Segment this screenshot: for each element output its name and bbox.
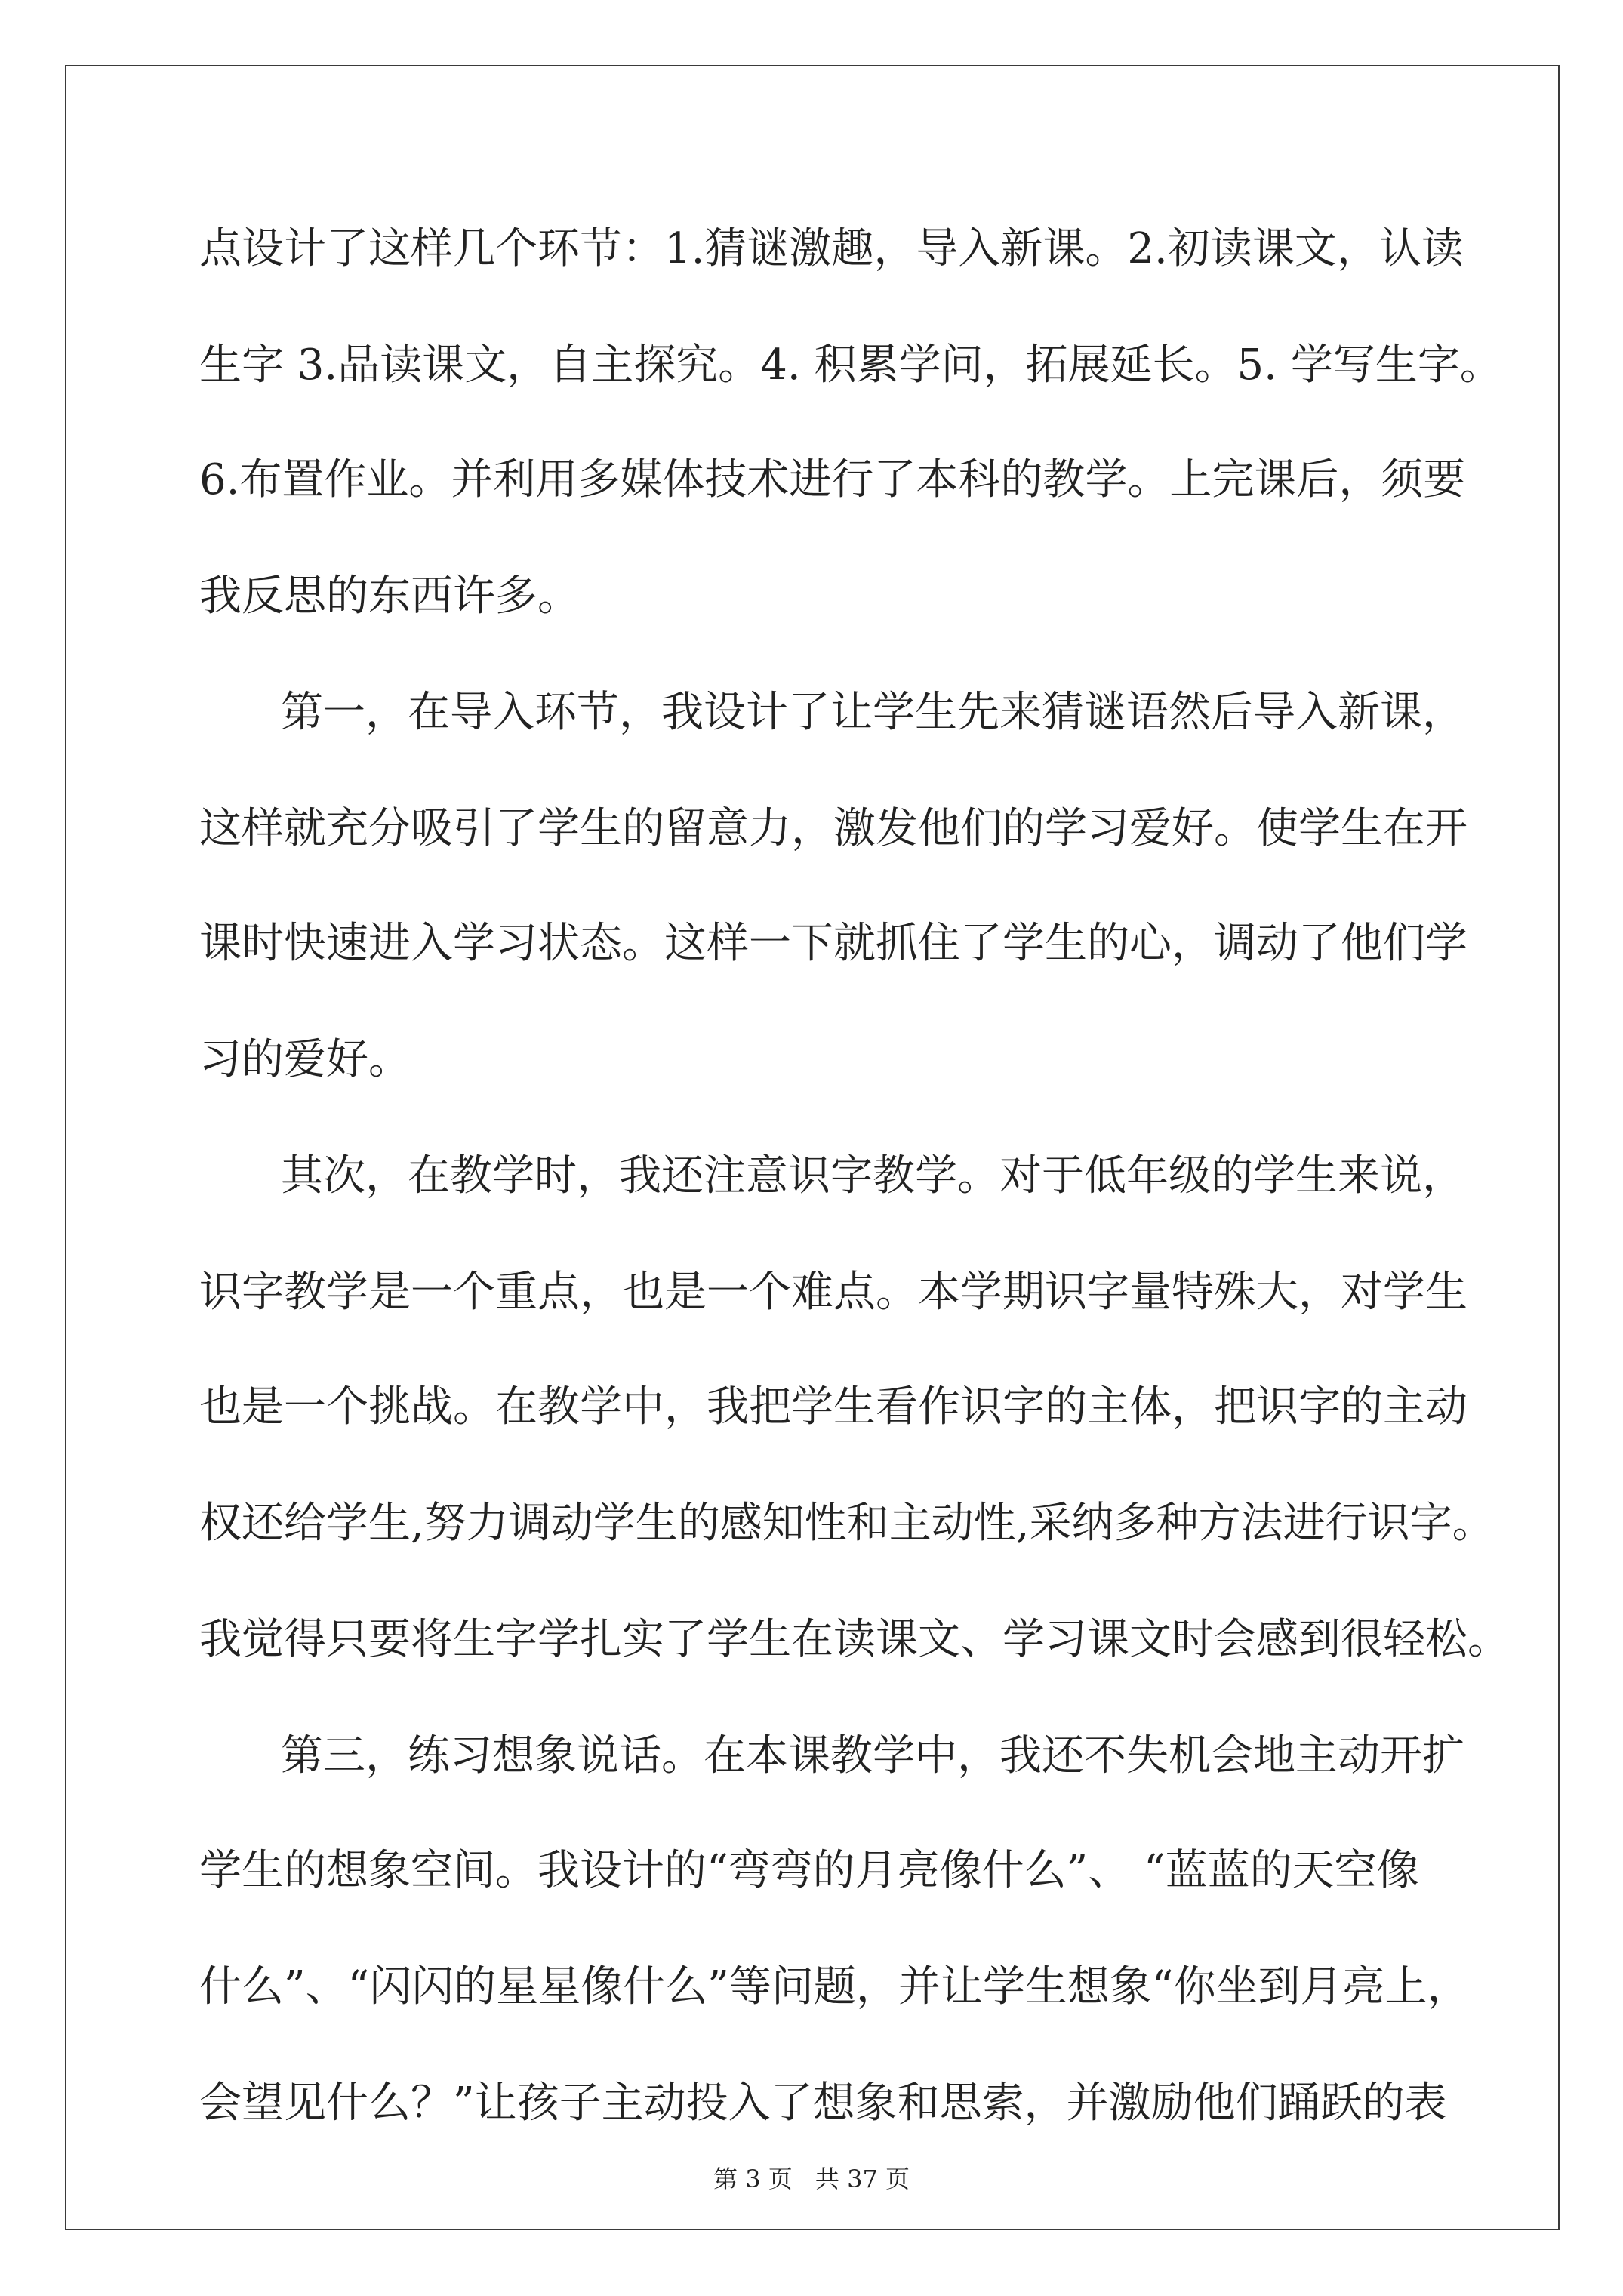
text-line: 这样就充分吸引了学生的留意力，激发他们的学习爱好。使学生在开 [199, 804, 1467, 853]
text-line: 课时快速进入学习状态。这样一下就抓住了学生的心，调动了他们学 [199, 919, 1467, 968]
paragraph-start-line: 第三，练习想象说话。在本课教学中，我还不失机会地主动开扩 [281, 1731, 1464, 1780]
text-line: 6.布置作业。并利用多媒体技术进行了本科的教学。上完课后，须要 [199, 455, 1466, 504]
text-line: 生字 3.品读课文，自主探究。4. 积累学问，拓展延长。5. 学写生字。 [199, 341, 1502, 390]
text-line: 会望见什么？”让孩子主动投入了想象和思索，并激励他们踊跃的表 [199, 2079, 1447, 2128]
paragraph-start-line: 其次，在教学时，我还注意识字教学。对于低年级的学生来说， [281, 1151, 1464, 1200]
page-frame [65, 65, 1560, 2230]
page-total: 共 37 页 [815, 2165, 910, 2193]
text-line: 我反思的东西许多。 [199, 572, 580, 621]
text-line: 点设计了这样几个环节：1.猜谜激趣，导入新课。2.初读课文，认读 [199, 224, 1464, 273]
text-line: 也是一个挑战。在教学中，我把学生看作识字的主体，把识字的主动 [199, 1382, 1467, 1432]
text-line: 权还给学生,努力调动学生的感知性和主动性,采纳多种方法进行识字。 [199, 1499, 1495, 1548]
text-line: 识字教学是一个重点，也是一个难点。本学期识字量特殊大，对学生 [199, 1268, 1467, 1317]
paragraph-start-line: 第一，在导入环节，我设计了让学生先来猜谜语然后导入新课， [281, 688, 1464, 737]
text-line: 什么”、“闪闪的星星像什么”等问题，并让学生想象“你坐到月亮上， [199, 1962, 1470, 2011]
page-number: 第 3 页 [713, 2165, 793, 2193]
text-line: 学生的想象空间。我设计的“弯弯的月亮像什么”、 “蓝蓝的天空像 [199, 1846, 1419, 1895]
text-line: 我觉得只要将生字学扎实了学生在读课文、学习课文时会感到很轻松。 [199, 1615, 1510, 1664]
text-line: 习的爱好。 [199, 1035, 411, 1084]
page-footer [0, 2164, 1623, 2194]
